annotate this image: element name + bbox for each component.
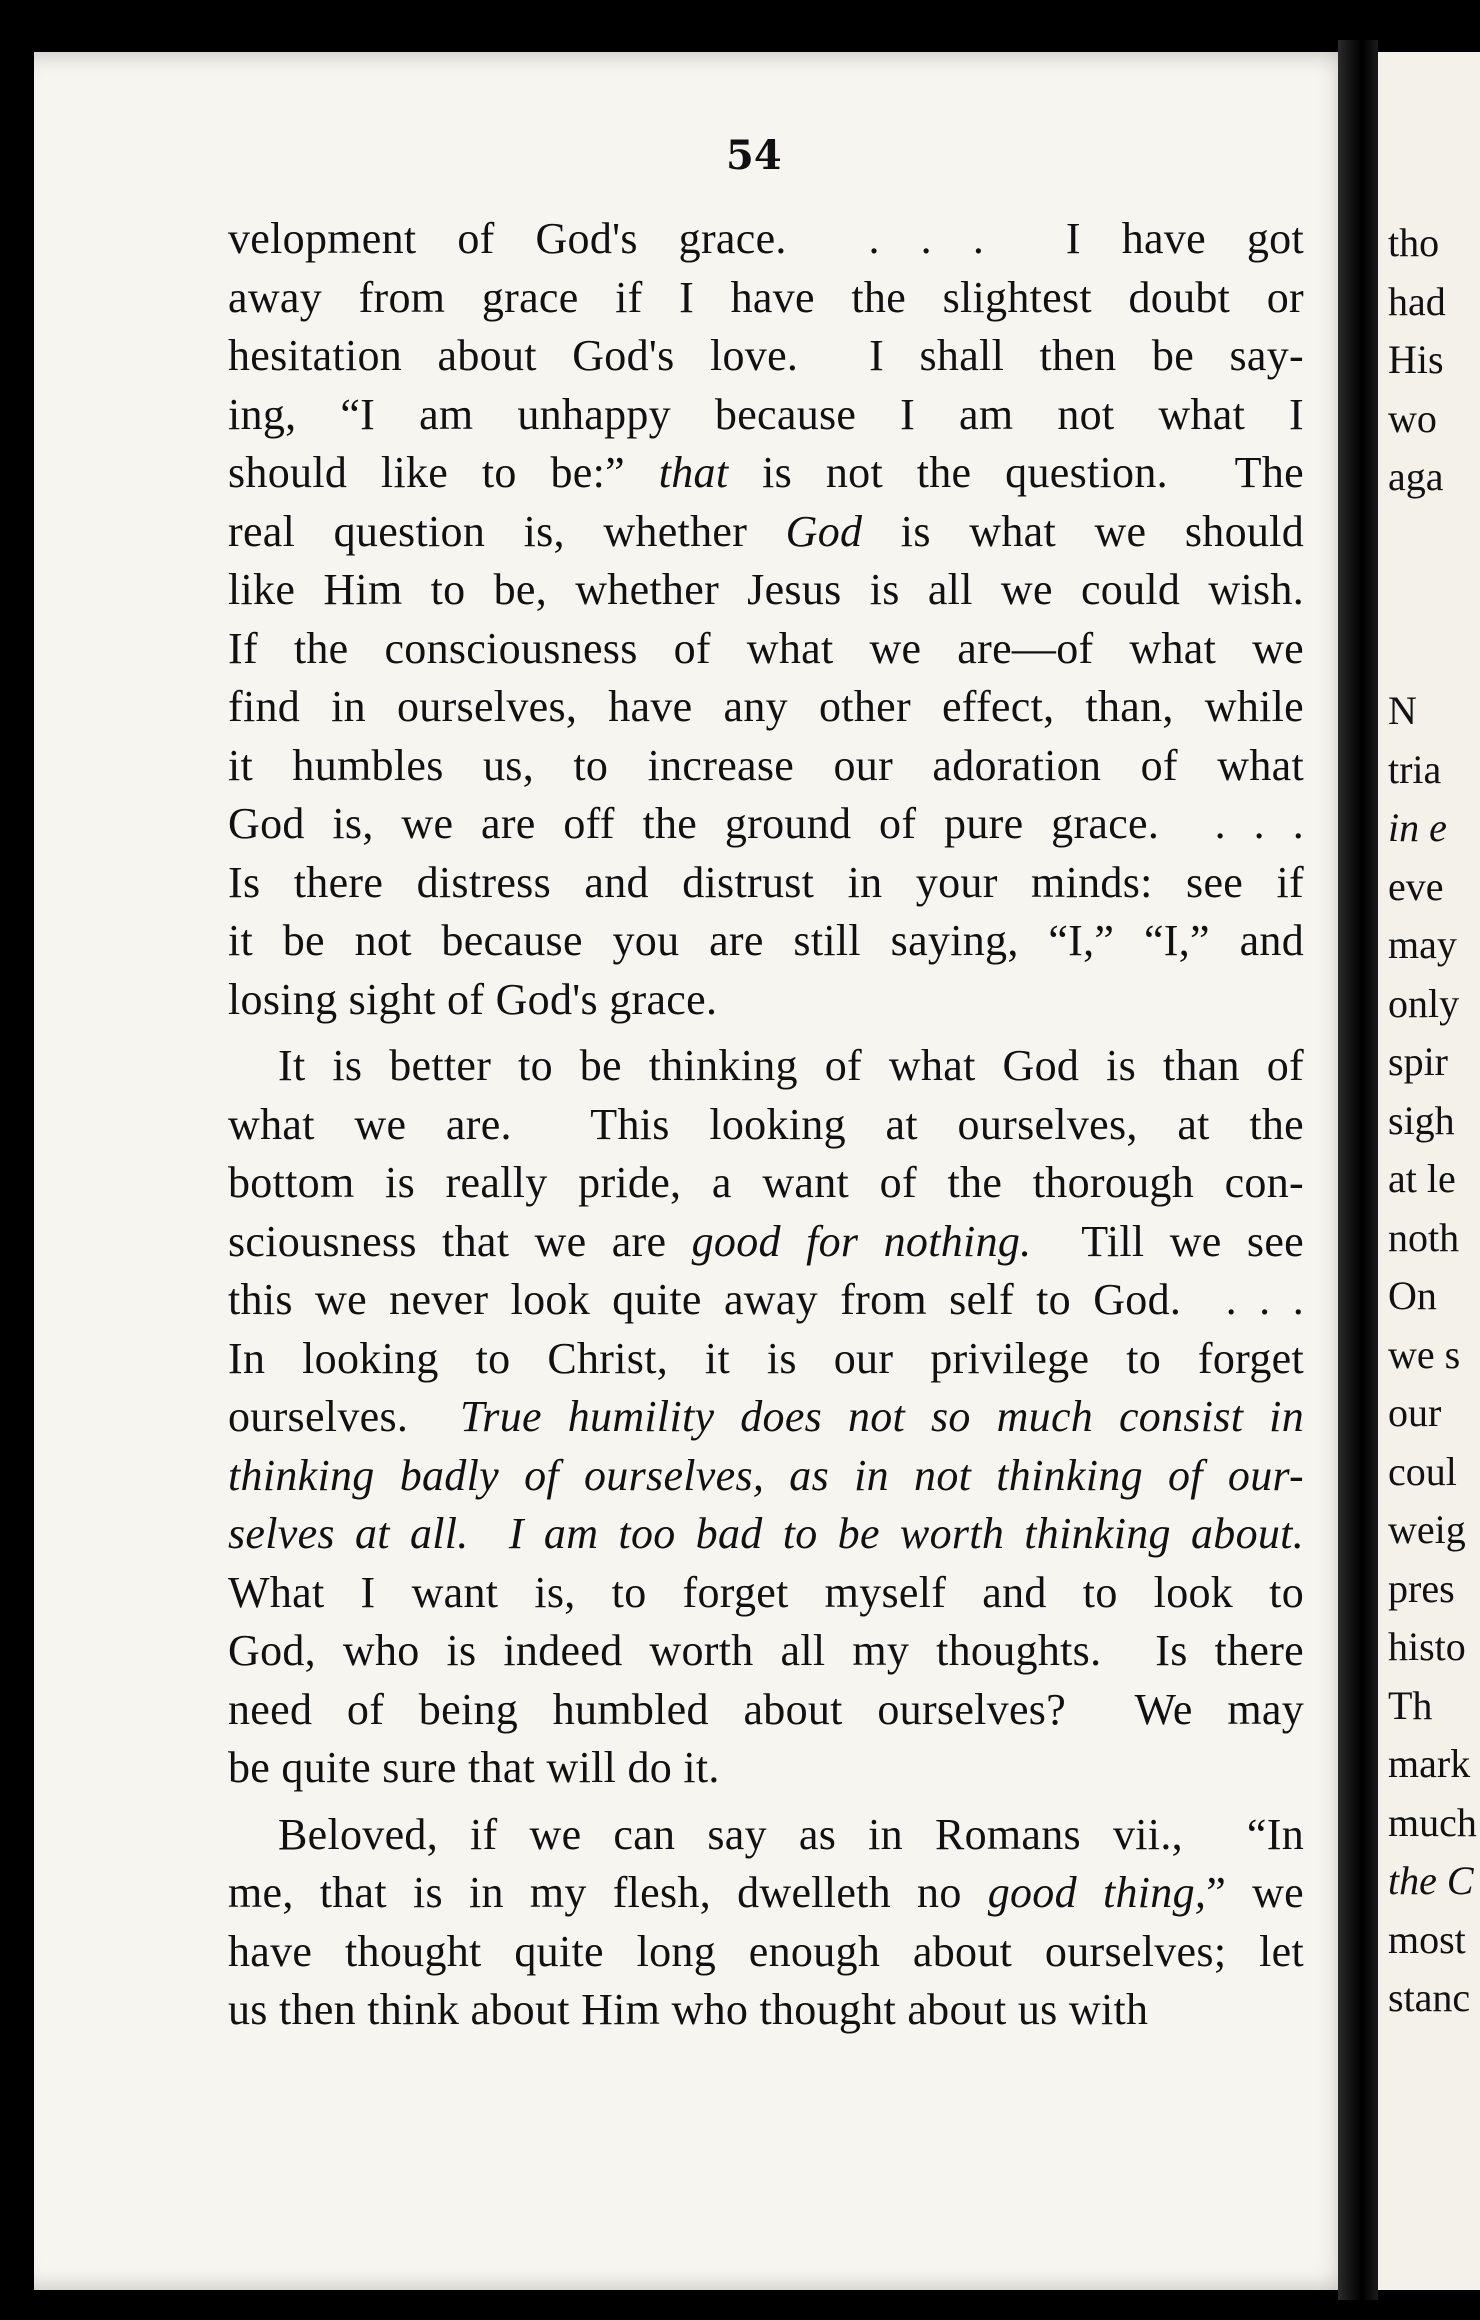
- right-page-fragment: most: [1388, 1916, 1466, 1962]
- right-page-fragment: stanc: [1388, 1975, 1471, 2020]
- text-run: . . . I have got: [786, 214, 1304, 263]
- book-gutter: [1338, 40, 1378, 2300]
- text-run: Beloved, if we can say as in Romans vii., “In: [278, 1809, 1304, 1859]
- right-page-fragment: pres: [1388, 1565, 1455, 1611]
- text-run: it humbles us, to increase our adoration of what: [228, 740, 1304, 790]
- text-run: us then think about Him who thought about us with: [228, 1985, 1149, 2034]
- text-run: should like to be:”: [228, 448, 659, 497]
- text-run: this we never look quite away from self to God. . . .: [228, 1275, 1304, 1324]
- right-page-fragment: sigh: [1388, 1097, 1455, 1143]
- text-line: [228, 327, 1304, 386]
- text-run: ” we: [1206, 1868, 1305, 1917]
- text-line: [228, 1864, 1304, 1923]
- text-line: [228, 1388, 1304, 1447]
- right-page-fragment: only: [1388, 980, 1460, 1026]
- right-page-fragment: the C: [1388, 1858, 1474, 1903]
- text-run: me, that is in my flesh, dwelleth no: [228, 1868, 988, 1917]
- text-run: is what we should: [862, 506, 1304, 556]
- right-page-fragment: coul: [1388, 1448, 1457, 1494]
- text-run: ing, “I am unhappy because I am not what I: [228, 389, 1304, 439]
- italic-text: good thing,: [987, 1868, 1207, 1917]
- text-run: bottom is really pride, a want of the thorough con-: [228, 1158, 1304, 1207]
- page-number: 54: [726, 132, 782, 179]
- text-run: be quite sure that will do it.: [228, 1743, 720, 1792]
- body-text: [228, 210, 1304, 2040]
- right-page-fragment: noth: [1388, 1214, 1460, 1260]
- right-page-fragment: our: [1388, 1390, 1442, 1435]
- text-line: [228, 678, 1304, 737]
- right-page-fragment: at le: [1388, 1156, 1456, 1201]
- text-run: sciousness that we are: [228, 1216, 692, 1266]
- text-line: [228, 269, 1304, 328]
- text-run: away from grace if I have the slightest doubt or: [228, 272, 1304, 322]
- text-line: [228, 1981, 1304, 2040]
- right-page-fragment: Th: [1388, 1682, 1433, 1728]
- right-page-fragment: mark: [1388, 1741, 1471, 1786]
- text-run: God is, we are off the ground of pure grace. . . .: [228, 799, 1304, 848]
- text-run: ourselves.: [228, 1392, 460, 1441]
- text-line: [228, 1330, 1304, 1389]
- right-page-fragment: tria: [1388, 746, 1442, 792]
- right-page-fragment: had: [1388, 278, 1446, 324]
- text-line: [228, 503, 1304, 562]
- text-line: [228, 1447, 1304, 1506]
- text-run: losing sight of God's grace.: [228, 974, 718, 1024]
- text-run: If the consciousness of what we are—of what we: [228, 623, 1304, 673]
- right-page-fragment: spir: [1388, 1039, 1448, 1084]
- text-line: [228, 1923, 1304, 1982]
- text-line: [228, 1681, 1304, 1740]
- text-line: [228, 1154, 1304, 1213]
- text-run: Till we see: [1031, 1216, 1304, 1266]
- text-line: [228, 1271, 1304, 1330]
- text-line: [228, 1096, 1304, 1155]
- text-run: is not the question. The: [728, 448, 1304, 497]
- text-run: have thought quite long enough about ourselves; let: [228, 1926, 1304, 1976]
- right-page-fragment: weig: [1388, 1507, 1466, 1552]
- italic-text: selves at all. I am too bad to be worth thinking about.: [228, 1509, 1304, 1558]
- text-line: [228, 1564, 1304, 1623]
- text-run: God, who is indeed worth all my thoughts. Is there: [228, 1626, 1304, 1675]
- text-line: [228, 854, 1304, 913]
- text-run: find in ourselves, have any other effect, than, while: [228, 682, 1304, 731]
- text-line: [228, 971, 1304, 1030]
- text-line: [228, 737, 1304, 796]
- text-line: [228, 1037, 1304, 1096]
- text-line: [228, 561, 1304, 620]
- text-run: hesitation about God's love. I shall then be say-: [228, 331, 1304, 380]
- text-line: [228, 620, 1304, 679]
- right-page-fragment: we s: [1388, 1331, 1461, 1377]
- right-page-fragment: eve: [1388, 863, 1444, 909]
- right-page-fragment: [1388, 507, 1477, 566]
- text-run: It is better to be thinking of what God is than of: [278, 1041, 1304, 1090]
- text-line: [228, 210, 1304, 269]
- text-line: [228, 795, 1304, 854]
- text-run: In looking to Christ, it is our privilege to forget: [228, 1333, 1304, 1383]
- text-line: [228, 1505, 1304, 1564]
- right-page-fragment: much: [1388, 1799, 1477, 1845]
- italic-text: thinking badly of ourselves, as in not thinking of our-: [228, 1450, 1304, 1500]
- right-page: [1378, 52, 1480, 2290]
- text-run: Is there distress and distrust in your minds: see if: [228, 857, 1304, 907]
- right-page-text-fragments: [1388, 214, 1477, 2028]
- text-line: [228, 386, 1304, 445]
- text-line: [228, 1622, 1304, 1681]
- right-page-fragment: in e: [1388, 805, 1447, 850]
- right-page-fragment: On: [1388, 1273, 1437, 1318]
- italic-text: True humility does not so much consist in: [459, 1392, 1304, 1441]
- text-run: it be not because you are still saying, “I,” “I,” and: [228, 916, 1304, 965]
- text-run: what we are. This looking at ourselves, at the: [228, 1099, 1304, 1149]
- right-page-fragment: histo: [1388, 1624, 1466, 1669]
- right-page-fragment: may: [1388, 922, 1457, 967]
- right-page-fragment: wo: [1388, 395, 1437, 441]
- italic-text: that: [658, 448, 729, 497]
- text-run: like Him to be, whether Jesus is all we could wish.: [228, 565, 1304, 614]
- text-line: [228, 444, 1304, 503]
- text-line: [228, 1739, 1304, 1798]
- text-run: real question is, whether: [228, 506, 786, 556]
- right-page-fragment: [1388, 624, 1477, 683]
- text-line: [228, 1806, 1304, 1865]
- right-page-fragment: N: [1388, 688, 1417, 733]
- text-line: [228, 912, 1304, 971]
- italic-text: God: [785, 506, 863, 556]
- right-page-fragment: tho: [1388, 220, 1440, 265]
- right-page-fragment: [1388, 565, 1477, 624]
- italic-text: good for nothing.: [691, 1216, 1032, 1266]
- text-run: What I want is, to forget myself and to look to: [228, 1567, 1304, 1617]
- text-run: need of being humbled about ourselves? We may: [228, 1684, 1304, 1734]
- right-page-fragment: aga: [1388, 454, 1444, 499]
- text-line: [228, 1213, 1304, 1272]
- text-run: velopment of God's grace.: [228, 214, 787, 263]
- right-page-fragment: His: [1388, 337, 1444, 382]
